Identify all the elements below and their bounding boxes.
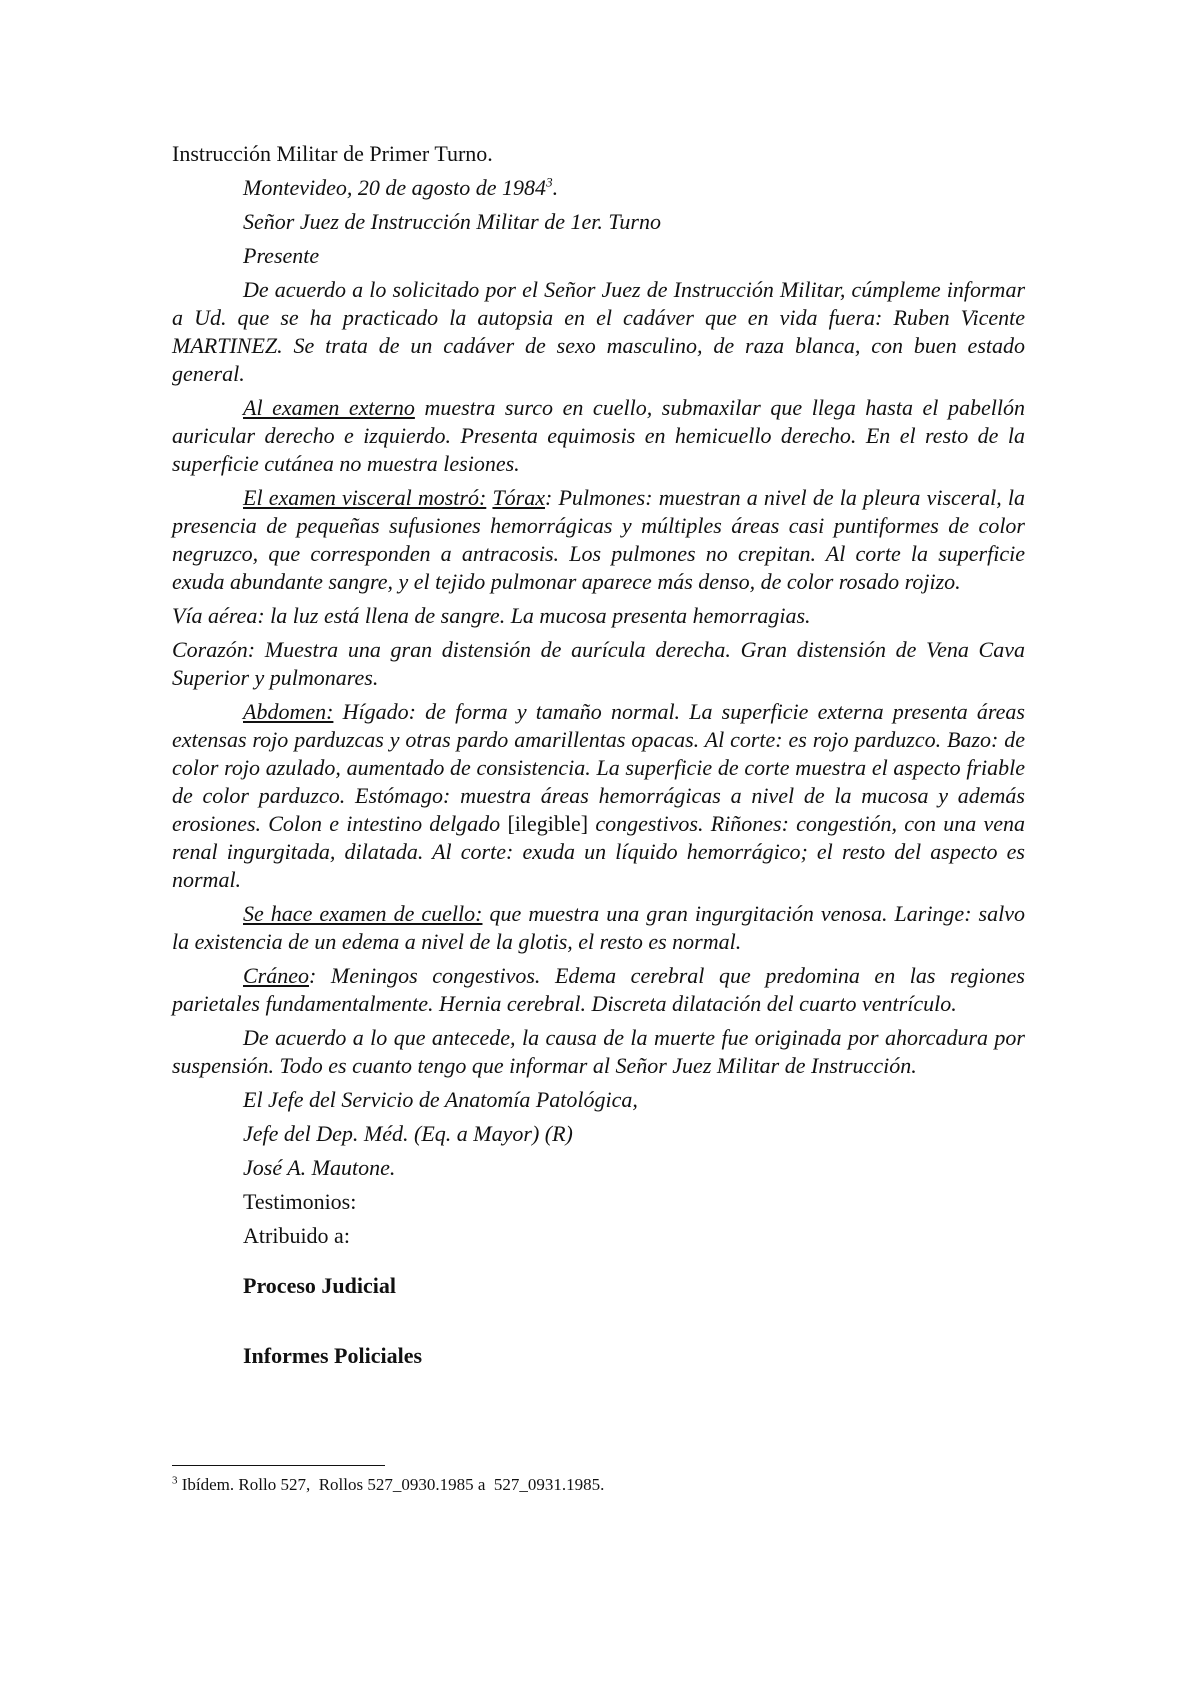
- neck-exam-label: Se hace examen de cuello:: [243, 901, 483, 926]
- neck-exam-paragraph: [172, 900, 1025, 956]
- skull-text: : Meningos congestivos. Edema cerebral que predomina en las regiones parietales fundamentalmente. Hernia cerebral. Discreta dilatación del cuarto ventrículo.: [172, 963, 1025, 1016]
- abdomen-text-b: congestivos. Riñones: congestión, con una vena renal ingurgitada, dilatada. Al corte: exuda un líquido hemorrágico; el resto del aspecto es normal.: [172, 811, 1025, 892]
- visceral-exam-text: : Pulmones: muestran a nivel de la pleura visceral, la presencia de pequeñas sufusiones hemorrágicas y múltiples áreas casi puntiformes de color negruzco, que corresponden a antracosis. Los pulmones no crepitan. Al corte la superficie exuda abundante sangre, y el tejido pulmonar aparece más denso, de color rosado rojizo.: [172, 485, 1025, 594]
- footnote: [172, 1474, 1025, 1496]
- visceral-exam-label: El examen visceral mostró:: [243, 485, 487, 510]
- intro-paragraph: De acuerdo a lo solicitado por el Señor Juez de Instrucción Militar, cúmpleme informar a Ud. que se ha practicado la autopsia en el cadáver que en vida fuera: Ruben Vicente MARTINEZ. Se trata de un cadáver de sexo masculino, de raza blanca, con buen estado general.: [172, 277, 1025, 386]
- document-body: [172, 140, 1025, 1370]
- neck-exam-text: que muestra una gran ingurgitación venosa. Laringe: salvo la existencia de un edema a nivel de la glotis, el resto es normal.: [172, 901, 1025, 954]
- abdomen-label: Abdomen:: [243, 699, 334, 724]
- airway-paragraph: Vía aérea: la luz está llena de sangre. La mucosa presenta hemorragias.: [172, 603, 811, 628]
- abdomen-text-a: Hígado: de forma y tamaño normal. La superficie externa presenta áreas extensas rojo parduzcas y otras pardo amarillentas opacas. Al corte: es rojo parduzco. Bazo: de color rojo azulado, aumentado de consistencia. La superficie de corte muestra el aspecto friable de color parduzco. Estómago: muestra áreas hemorrágicas a nivel de la mucosa y además erosiones. Colon e intestino delgado: [172, 699, 1025, 836]
- presente-line: Presente: [243, 243, 320, 268]
- signature-line-2: Jefe del Dep. Méd. (Eq. a Mayor) (R): [243, 1121, 573, 1146]
- dateline-text: Montevideo, 20 de agosto de 1984: [243, 175, 547, 200]
- heading-informes-policiales: Informes Policiales: [243, 1343, 423, 1368]
- external-exam-paragraph: [172, 394, 1025, 478]
- dateline-trail: .: [552, 175, 559, 200]
- external-exam-label: Al examen externo: [243, 395, 415, 420]
- external-exam-text: muestra surco en cuello, submaxilar que llega hasta el pabellón auricular derecho e izquierdo. Presenta equimosis en hemicuello derecho. En el resto de la superficie cutánea no muestra lesiones.: [172, 395, 1025, 476]
- footnote-number: 3: [172, 1474, 178, 1487]
- visceral-exam-paragraph: [172, 484, 1025, 596]
- heart-paragraph: Corazón: Muestra una gran distensión de aurícula derecha. Gran distensión de Vena Cava Superior y pulmonares.: [172, 637, 1025, 690]
- illegible-marker: [ilegible]: [507, 811, 589, 836]
- dateline: [172, 174, 1025, 202]
- conclusion-paragraph: De acuerdo a lo que antecede, la causa de la muerte fue originada por ahorcadura por suspensión. Todo es cuanto tengo que informar al Señor Juez Militar de Instrucción.: [172, 1025, 1025, 1078]
- skull-paragraph: [172, 962, 1025, 1018]
- footnote-text: Ibídem. Rollo 527, Rollos 527_0930.1985 a 527_0931.1985.: [177, 1475, 605, 1494]
- header-line: Instrucción Militar de Primer Turno.: [172, 141, 493, 166]
- addressee: Señor Juez de Instrucción Militar de 1er. Turno: [243, 209, 661, 234]
- testimonios-line: Testimonios:: [243, 1189, 357, 1214]
- skull-label: Cráneo: [243, 963, 309, 988]
- footnote-separator: [172, 1465, 385, 1466]
- thorax-label: Tórax: [492, 485, 545, 510]
- atribuido-line: Atribuido a:: [243, 1223, 350, 1248]
- abdomen-paragraph: [172, 698, 1025, 894]
- heading-proceso-judicial: Proceso Judicial: [243, 1273, 396, 1298]
- signature-line-3: José A. Mautone.: [243, 1155, 396, 1180]
- footnote-reference: 3: [546, 174, 553, 190]
- signature-line-1: El Jefe del Servicio de Anatomía Patológica,: [243, 1087, 638, 1112]
